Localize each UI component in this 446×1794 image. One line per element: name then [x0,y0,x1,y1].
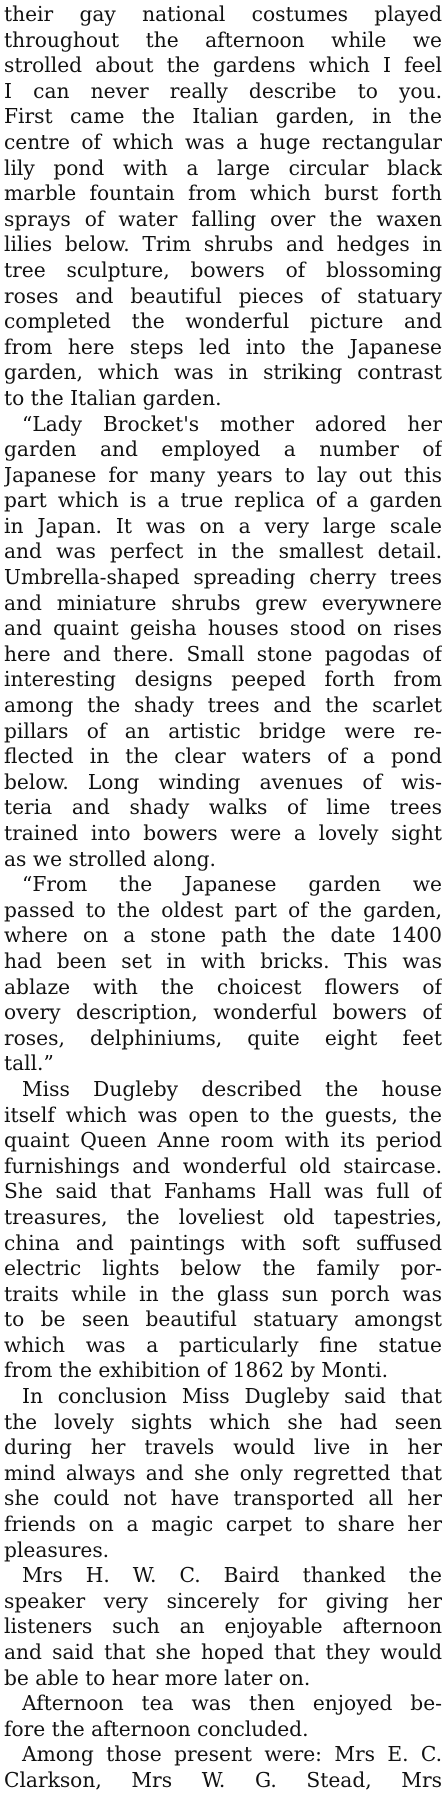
text-line: strolled about the gardens which I feel [4,53,442,78]
text-line: electric lights below the family por- [4,1256,442,1281]
text-line: “From the Japanese garden we [22,872,442,897]
text-line: be able to hear more later on. [4,1665,311,1690]
text-line: and was perfect in the smallest detail. [4,539,442,564]
text-line: She said that Fanhams Hall was full of [4,1179,442,1204]
text-line: tree sculpture, bowers of blossoming [4,257,442,282]
text-line: during her travels would live in her [4,1435,442,1460]
text-line: In conclusion Miss Dugleby said that [22,1384,442,1409]
text-line: treasures, the loveliest old tapestries, [4,1204,442,1229]
text-line: friends on a magic carpet to share her [4,1512,442,1537]
text-line: and quaint geisha houses stood on rises [4,616,442,641]
paragraph-italian-garden [4,2,442,412]
text-line: teria and shady walks of lime trees [4,795,442,820]
text-line: and miniature shrubs grew everywnere [4,590,442,615]
text-line: Mrs H. W. C. Baird thanked the [22,1563,442,1588]
text-line: the lovely sights which she had seen [4,1409,442,1434]
text-line: quaint Queen Anne room with its period [4,1128,442,1153]
paragraph-oldest-garden [4,872,442,1077]
text-line: passed to the oldest part of the garden, [4,897,442,922]
text-line: garden and employed a number of [4,437,442,462]
text-line: mind always and she only regretted that [4,1460,442,1485]
text-line: pleasures. [4,1537,110,1562]
text-line: fore the afternoon concluded. [4,1716,309,1741]
text-line: Among those present were: Mrs E. C. [22,1742,442,1767]
text-line: she could not have transported all her [4,1486,442,1511]
text-line: in Japan. It was on a very large scale [4,513,442,538]
text-line: here and there. Small stone pagodas of [4,641,442,666]
text-line: speaker very sincerely for giving her [4,1588,442,1613]
text-line: overy description, wonderful bowers of [4,1000,442,1025]
text-line: to be seen beautiful statuary amongst [4,1307,442,1332]
text-line: Miss Dugleby described the house [22,1076,442,1101]
text-line: roses, delphiniums, quite eight feet [4,1025,442,1050]
text-line: “Lady Brocket's mother adored her [22,411,442,436]
text-line: flected in the clear waters of a pond [4,744,442,769]
paragraph-conclusion [4,1384,442,1563]
text-line: Clarkson, Mrs W. G. Stead, Mrs [4,1767,442,1792]
text-line: Afternoon tea was then enjoyed be- [22,1691,442,1716]
text-line: tall.” [4,1051,54,1076]
text-line: to the Italian garden. [4,385,222,410]
text-line: listeners such an enjoyable afternoon [4,1614,442,1639]
text-line: completed the wonderful picture and [4,309,442,334]
text-line: as we strolled along. [4,846,216,871]
text-line: which was a particularly fine statue [4,1332,442,1357]
paragraph-house-description [4,1077,442,1384]
paragraph-japanese-garden [4,412,442,873]
paragraph-thanks [4,1563,442,1691]
text-line: pillars of an artistic bridge were re- [4,718,442,743]
text-line: First came the Italian garden, in the [4,104,442,129]
text-line: china and paintings with soft suffused [4,1230,442,1255]
text-line: Japanese for many years to lay out this [4,462,442,487]
text-line: sprays of water falling over the waxen [4,206,442,231]
paragraph-attendees [4,1742,442,1793]
text-line: below. Long winding avenues of wis- [4,769,442,794]
text-line: part which is a true replica of a garden [4,488,442,513]
text-line: centre of which was a huge rectangular [4,129,442,154]
text-line: lilies below. Trim shrubs and hedges in [4,232,442,257]
text-line: and said that she hoped that they would [4,1640,442,1664]
text-line: traits while in the glass sun porch was [4,1281,442,1306]
text-line: I can never really describe to you. [4,78,442,103]
text-line: from the exhibition of 1862 by Monti. [4,1358,389,1383]
text-line: roses and beautiful pieces of statuary [4,283,442,308]
text-line: their gay national costumes played [4,2,442,26]
text-line: throughout the afternoon while we [4,27,442,52]
text-line: lily pond with a large circular black [4,155,442,180]
text-line: among the shady trees and the scarlet [4,693,442,718]
text-line: from here steps led into the Japanese [4,334,442,359]
text-line: where on a stone path the date 1400 [4,923,442,948]
text-line: marble fountain from which burst forth [4,181,442,206]
text-line: furnishings and wonderful old staircase. [4,1153,442,1178]
text-line: Umbrella-shaped spreading cherry trees [4,565,442,590]
paragraph-afternoon-tea [4,1691,442,1742]
text-line: trained into bowers were a lovely sight [4,821,442,845]
text-line: garden, which was in striking contrast [4,360,442,385]
text-line: ablaze with the choicest flowers of [4,974,442,999]
text-line: had been set in with bricks. This was [4,948,442,973]
text-line: interesting designs peeped forth from [4,667,442,692]
text-line: itself which was open to the guests, the [4,1102,442,1127]
